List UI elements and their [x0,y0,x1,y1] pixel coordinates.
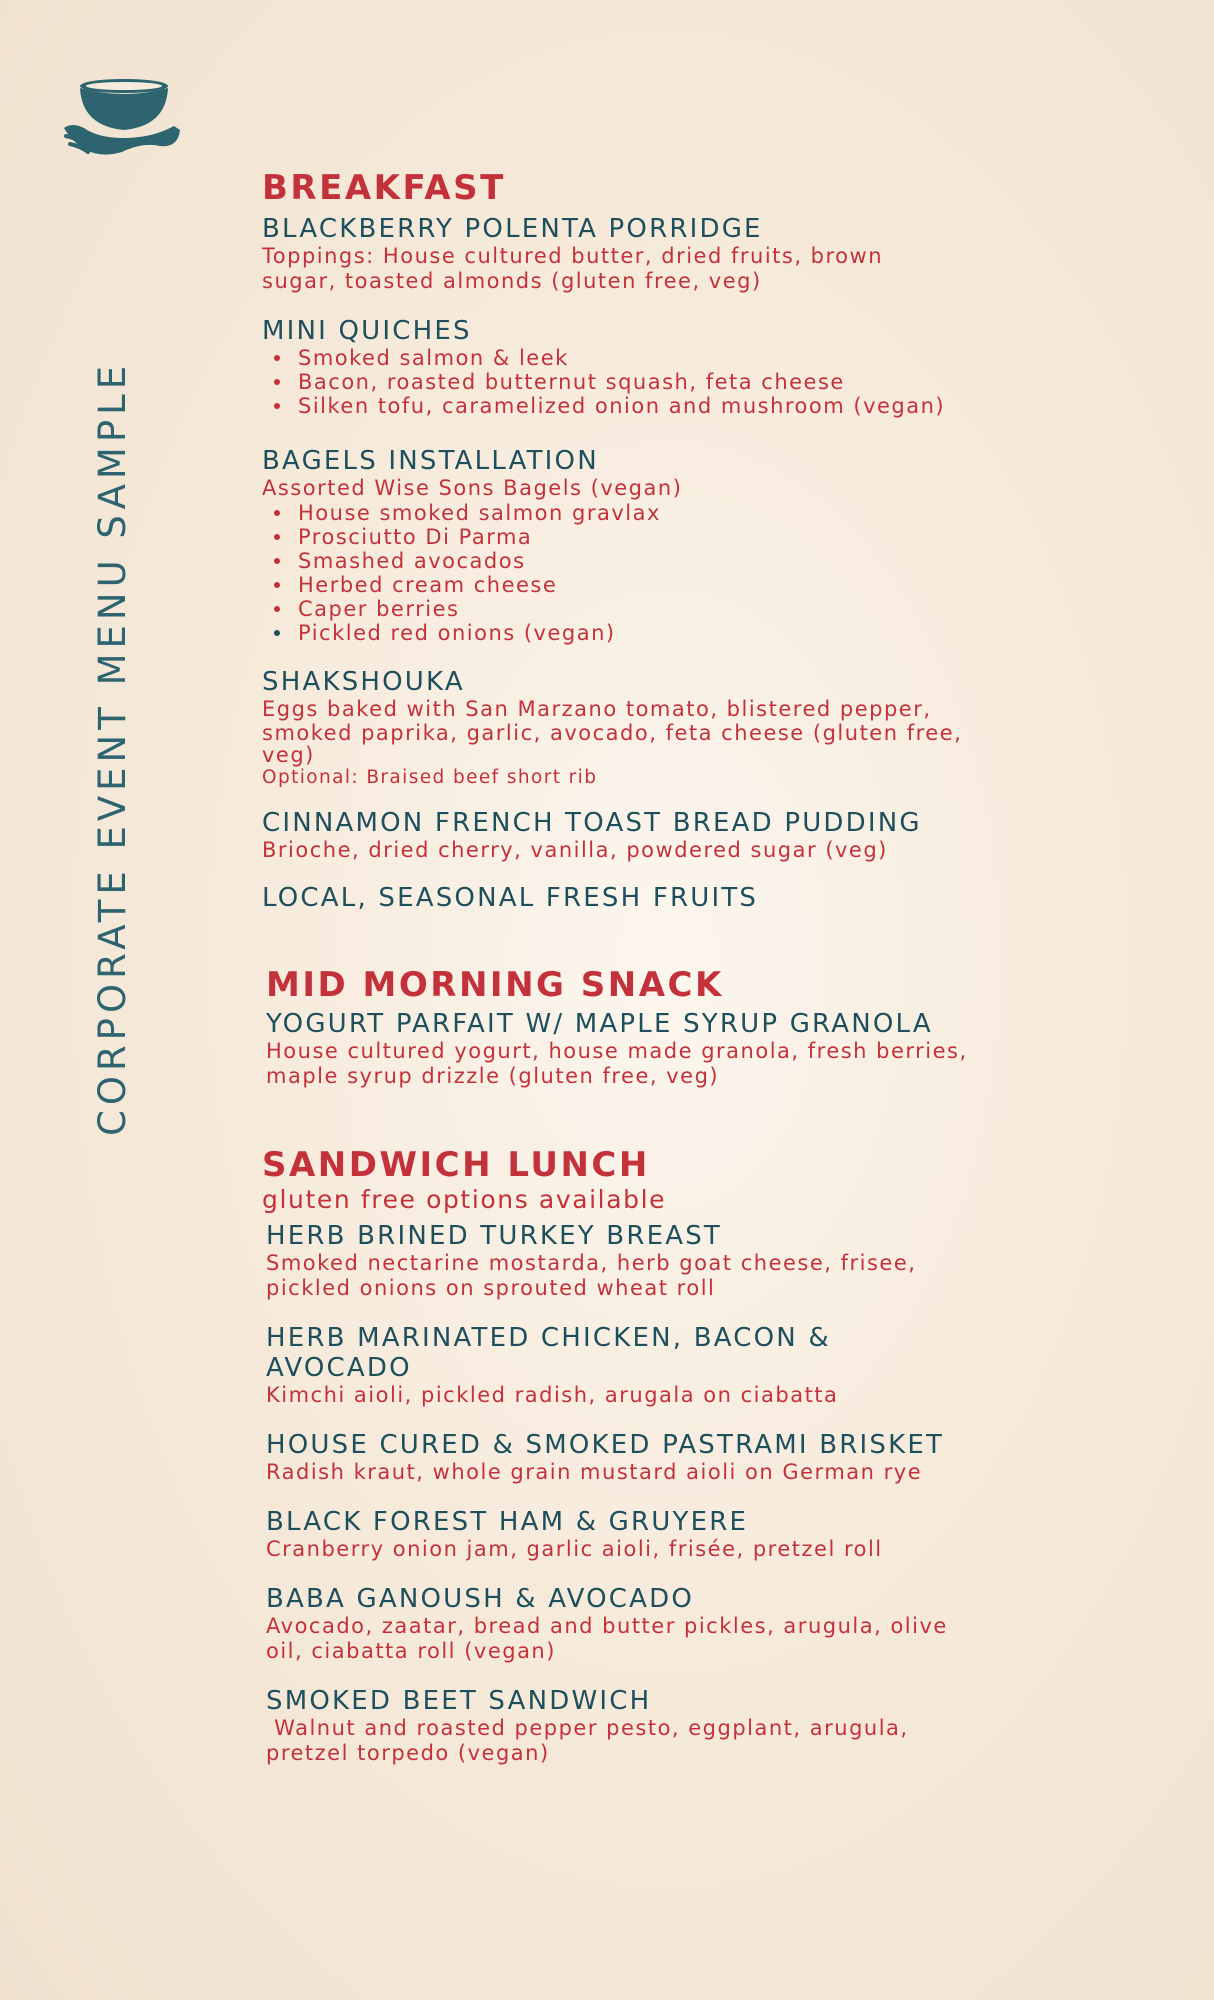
bullet-icon [274,606,280,612]
bullet-list [262,501,1092,645]
item-desc: maple syrup drizzle (gluten free, veg) [266,1064,720,1088]
item-name: BABA GANOUSH & AVOCADO [266,1584,694,1614]
lunch-items [266,1221,1092,1766]
bullet-icon [274,379,280,385]
list-item: Prosciutto Di Parma [298,525,1092,549]
item-desc: Assorted Wise Sons Bagels (vegan) [262,476,683,500]
item-desc: veg) [262,743,315,767]
item-name: HOUSE CURED & SMOKED PASTRAMI BRISKET [266,1430,945,1460]
breakfast-section [262,168,1092,913]
bullet-list [262,346,1092,418]
item-name: BLACK FOREST HAM & GRUYERE [266,1507,749,1537]
menu-item [266,1323,1092,1408]
menu-item [262,446,1092,645]
item-desc: smoked paprika, garlic, avocado, feta cheese (gluten free, [262,721,963,745]
item-desc: House cultured yogurt, house made granola, fresh berries, [266,1039,968,1063]
item-desc: Smoked nectarine mostarda, herb goat cheese, frisee, [266,1251,917,1275]
menu-item [266,1009,1092,1089]
snack-title: MID MORNING SNACK [266,965,724,1005]
menu-content [262,168,1092,1766]
item-desc: Walnut and roasted pepper pesto, eggplant, arugula, [266,1716,909,1740]
item-name: AVOCADO [266,1353,412,1383]
list-item: Silken tofu, caramelized onion and mushroom (vegan) [298,394,1092,418]
menu-item [266,1430,1092,1485]
item-name: SHAKSHOUKA [262,667,465,697]
list-item: Caper berries [298,597,1092,621]
item-desc: Toppings: House cultured butter, dried fruits, brown [262,244,884,268]
menu-item [266,1221,1092,1301]
item-desc: Cranberry onion jam, garlic aioli, frisée, pretzel roll [266,1537,883,1561]
item-desc: pickled onions on sprouted wheat roll [266,1276,716,1300]
menu-item [266,1584,1092,1664]
item-desc: Avocado, zaatar, bread and butter pickles, arugula, olive [266,1614,948,1638]
menu-item [262,316,1092,418]
snack-section [266,965,1092,1089]
menu-item [266,1686,1092,1766]
list-item: House smoked salmon gravlax [298,501,1092,525]
list-item: Herbed cream cheese [298,573,1092,597]
item-desc: pretzel torpedo (vegan) [266,1741,550,1765]
bullet-icon [274,558,280,564]
bullet-icon [274,355,280,361]
lunch-section [262,1145,1092,1766]
item-name: LOCAL, SEASONAL FRESH FRUITS [262,883,759,913]
list-item: Smashed avocados [298,549,1092,573]
item-desc: Radish kraut, whole grain mustard aioli on German rye [266,1460,923,1484]
item-name: YOGURT PARFAIT W/ MAPLE SYRUP GRANOLA [266,1009,933,1039]
list-item: Pickled red onions (vegan) [298,621,1092,645]
item-desc: Brioche, dried cherry, vanilla, powdered sugar (veg) [262,838,888,862]
lunch-subtitle: gluten free options available [262,1185,667,1214]
item-desc: Kimchi aioli, pickled radish, arugala on ciabatta [266,1383,839,1407]
bullet-icon [274,403,280,409]
menu-item [262,214,1092,294]
logo-bowl-in-hand-icon [62,78,182,162]
menu-item [262,667,1092,790]
bullet-icon [274,534,280,540]
item-name: HERB MARINATED CHICKEN, BACON & [266,1323,831,1353]
menu-item [262,883,1092,913]
menu-item [266,1507,1092,1562]
menu-item [262,808,1092,863]
item-desc: oil, ciabatta roll (vegan) [266,1639,556,1663]
item-name: BLACKBERRY POLENTA PORRIDGE [262,214,763,244]
breakfast-title: BREAKFAST [262,168,506,208]
item-name: SMOKED BEET SANDWICH [266,1686,652,1716]
side-title: CORPORATE EVENT MENU SAMPLE [91,360,134,1136]
bullet-icon [274,630,280,636]
item-desc: sugar, toasted almonds (gluten free, veg) [262,269,762,293]
list-item: Smoked salmon & leek [298,346,1092,370]
item-optional: Optional: Braised beef short rib [262,767,598,788]
list-item: Bacon, roasted butternut squash, feta cheese [298,370,1092,394]
lunch-title: SANDWICH LUNCH [262,1145,650,1185]
item-name: CINNAMON FRENCH TOAST BREAD PUDDING [262,808,922,838]
item-desc: Eggs baked with San Marzano tomato, blistered pepper, [262,697,932,721]
bullet-icon [274,582,280,588]
item-name: BAGELS INSTALLATION [262,446,599,476]
bullet-icon [274,510,280,516]
item-name: MINI QUICHES [262,316,472,346]
item-name: HERB BRINED TURKEY BREAST [266,1221,722,1251]
